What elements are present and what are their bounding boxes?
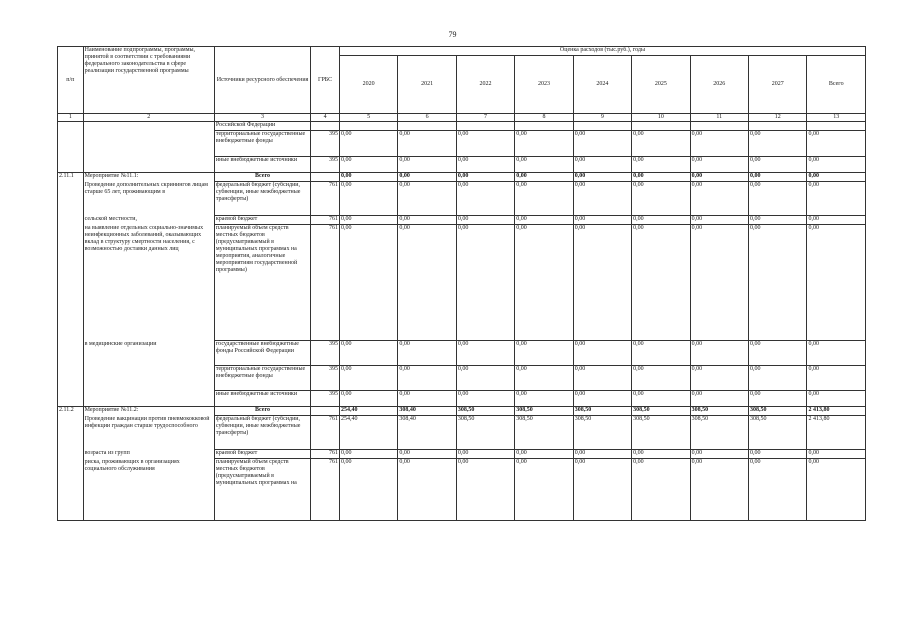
header-year: 2026 [690,56,748,114]
value-cell: 0,00 [398,341,456,366]
value-cell: 308,50 [456,416,514,450]
value-cell [339,122,397,131]
row-name [83,157,214,173]
funding-source: иные внебюджетные источники [214,391,310,407]
budget-table [57,46,866,521]
grbs-code: 761 [311,225,340,341]
grbs-code: 395 [311,341,340,366]
row-number [58,225,84,341]
value-cell: 0,00 [573,157,631,173]
table-row [58,131,866,157]
value-cell: 0,00 [690,157,748,173]
value-cell: 308,50 [456,407,514,416]
value-cell: 0,00 [339,216,397,225]
value-cell: 0,00 [339,459,397,521]
table-row [58,450,866,459]
header-year: 2023 [515,56,573,114]
value-cell: 0,00 [807,459,866,521]
grbs-code: 395 [311,366,340,391]
header-year: 2022 [456,56,514,114]
value-cell: 0,00 [749,173,807,182]
value-cell: 0,00 [749,366,807,391]
value-cell: 0,00 [515,341,573,366]
funding-source: территориальные государственные внебюджетные фонды [214,366,310,391]
value-cell: 2 413,80 [807,416,866,450]
value-cell: 0,00 [632,366,690,391]
value-cell: 0,00 [515,216,573,225]
table-row [58,225,866,341]
value-cell: 0,00 [339,173,397,182]
table-row [58,157,866,173]
value-cell: 0,00 [749,450,807,459]
header-year: 2021 [398,56,456,114]
value-cell: 0,00 [690,216,748,225]
value-cell: 0,00 [573,341,631,366]
value-cell: 0,00 [398,182,456,216]
value-cell: 0,00 [515,459,573,521]
table-row [58,182,866,216]
value-cell: 254,40 [339,416,397,450]
value-cell: 0,00 [515,182,573,216]
value-cell: 0,00 [456,173,514,182]
grbs-code: 761 [311,416,340,450]
row-name: Проведение вакцинации против пневмококковой инфекции граждан старше трудоспособного [83,416,214,450]
index-cell: 11 [690,114,748,122]
value-cell: 0,00 [339,131,397,157]
row-number: 2.11.2 [58,407,84,416]
value-cell [807,122,866,131]
value-cell: 0,00 [339,391,397,407]
value-cell: 0,00 [398,131,456,157]
value-cell [456,122,514,131]
grbs-code: 761 [311,182,340,216]
value-cell: 0,00 [749,182,807,216]
value-cell: 0,00 [807,157,866,173]
value-cell: 0,00 [398,450,456,459]
value-cell: 308,50 [690,416,748,450]
row-name: сельской местности, [83,216,214,225]
value-cell: 0,00 [456,216,514,225]
grbs-code: 761 [311,216,340,225]
value-cell: 0,00 [515,366,573,391]
value-cell: 0,00 [515,450,573,459]
value-cell: 0,00 [398,366,456,391]
value-cell: 0,00 [807,131,866,157]
value-cell: 0,00 [807,173,866,182]
value-cell: 0,00 [515,173,573,182]
value-cell: 0,00 [456,341,514,366]
row-number: 2.11.1 [58,173,84,182]
table-row [58,173,866,182]
value-cell: 0,00 [573,131,631,157]
row-name: риска, проживающих в организациях социального обслуживания [83,459,214,521]
value-cell: 0,00 [690,225,748,341]
value-cell: 0,00 [690,366,748,391]
value-cell: 0,00 [515,225,573,341]
row-name: возраста из групп [83,450,214,459]
value-cell: 0,00 [690,131,748,157]
value-cell: 0,00 [573,225,631,341]
funding-source: государственные внебюджетные фонды Российской Федерации [214,341,310,366]
index-cell: 3 [214,114,310,122]
grbs-code: 395 [311,131,340,157]
value-cell: 0,00 [749,225,807,341]
value-cell: 308,50 [632,416,690,450]
value-cell [632,122,690,131]
table-row [58,366,866,391]
funding-source: краевой бюджет [214,216,310,225]
value-cell: 0,00 [456,366,514,391]
value-cell [573,122,631,131]
value-cell: 0,00 [749,131,807,157]
value-cell: 0,00 [573,366,631,391]
header-num: п/п [58,47,84,114]
header-year: 2020 [339,56,397,114]
value-cell: 308,50 [749,416,807,450]
value-cell: 0,00 [632,391,690,407]
value-cell: 308,50 [632,407,690,416]
row-number [58,391,84,407]
value-cell: 0,00 [690,182,748,216]
value-cell: 0,00 [456,157,514,173]
index-cell: 4 [311,114,340,122]
grbs-code: 761 [311,450,340,459]
row-name: в медицинские организации [83,341,214,366]
value-cell: 0,00 [515,131,573,157]
value-cell: 0,00 [456,459,514,521]
header-year: Всего [807,56,866,114]
header-year: 2024 [573,56,631,114]
index-cell: 13 [807,114,866,122]
value-cell: 0,00 [632,341,690,366]
table-row [58,416,866,450]
value-cell: 308,50 [573,416,631,450]
value-cell: 0,00 [807,225,866,341]
value-cell: 0,00 [339,366,397,391]
value-cell: 0,00 [515,157,573,173]
value-cell: 0,00 [632,131,690,157]
row-name [83,122,214,131]
value-cell: 0,00 [456,131,514,157]
funding-source: Всего [214,407,310,416]
row-number [58,459,84,521]
value-cell: 0,00 [749,157,807,173]
index-cell: 8 [515,114,573,122]
value-cell: 0,00 [632,216,690,225]
value-cell: 0,00 [749,216,807,225]
value-cell: 0,00 [690,450,748,459]
header-grbs: ГРБС [311,47,340,114]
value-cell: 0,00 [807,391,866,407]
grbs-code [311,407,340,416]
funding-source: федеральный бюджет (субсидии, субвенции, иные межбюджетные трансферты) [214,182,310,216]
value-cell: 0,00 [339,450,397,459]
table-row [58,407,866,416]
index-cell: 5 [339,114,397,122]
row-number [58,216,84,225]
header-source: Источники ресурсного обеспечения [214,47,310,114]
header-name: Наименование подпрограммы, программы, принятой в соответствии с требованиями федерального законодательства в сфере реализации государственной программы [83,47,214,114]
value-cell: 0,00 [339,182,397,216]
value-cell: 0,00 [690,341,748,366]
value-cell: 0,00 [632,173,690,182]
value-cell: 0,00 [632,450,690,459]
value-cell: 308,50 [749,407,807,416]
row-name [83,366,214,391]
value-cell: 254,40 [339,407,397,416]
value-cell: 2 413,80 [807,407,866,416]
funding-source: федеральный бюджет (субсидии, субвенции, иные межбюджетные трансферты) [214,416,310,450]
value-cell: 308,40 [398,416,456,450]
value-cell: 0,00 [573,459,631,521]
value-cell: 0,00 [749,391,807,407]
value-cell: 0,00 [339,225,397,341]
value-cell: 0,00 [398,225,456,341]
row-name: Мероприятие №11.2: [83,407,214,416]
value-cell: 0,00 [749,341,807,366]
header-year: 2025 [632,56,690,114]
value-cell: 0,00 [807,341,866,366]
value-cell: 0,00 [398,173,456,182]
value-cell: 0,00 [632,225,690,341]
header-year: 2027 [749,56,807,114]
value-cell [749,122,807,131]
row-number [58,341,84,366]
index-cell: 12 [749,114,807,122]
row-number [58,157,84,173]
value-cell: 0,00 [807,182,866,216]
value-cell: 0,00 [632,157,690,173]
value-cell: 308,50 [515,416,573,450]
header-costs: Оценка расходов (тыс.руб.), годы [339,47,865,56]
value-cell: 0,00 [398,459,456,521]
value-cell [690,122,748,131]
value-cell: 0,00 [339,157,397,173]
index-cell: 2 [83,114,214,122]
value-cell: 0,00 [456,391,514,407]
value-cell: 0,00 [398,157,456,173]
row-name: Проведение дополнительных скринингов лицам старше 65 лет, проживающим в [83,182,214,216]
row-name: Мероприятие №11.1: [83,173,214,182]
value-cell: 0,00 [573,391,631,407]
value-cell [398,122,456,131]
value-cell: 308,50 [573,407,631,416]
funding-source: иные внебюджетные источники [214,157,310,173]
value-cell: 0,00 [690,173,748,182]
value-cell: 0,00 [339,341,397,366]
grbs-code: 395 [311,157,340,173]
value-cell: 0,00 [398,391,456,407]
row-number [58,182,84,216]
row-number [58,450,84,459]
row-number [58,416,84,450]
funding-source: краевой бюджет [214,450,310,459]
table-row [58,216,866,225]
value-cell: 308,40 [398,407,456,416]
funding-source: Всего [214,173,310,182]
table-row [58,391,866,407]
row-number [58,131,84,157]
funding-source: планируемый объем средств местных бюджетов (предусматриваемый в муниципальных программах на мероприятия, аналогичные мероприятиям государственной программы) [214,225,310,341]
value-cell: 0,00 [573,173,631,182]
table-row [58,341,866,366]
value-cell: 0,00 [807,216,866,225]
funding-source: планируемый объем средств местных бюджетов (предусматриваемый в муниципальных программах на [214,459,310,521]
funding-source: территориальные государственные внебюджетные фонды [214,131,310,157]
value-cell: 0,00 [573,450,631,459]
grbs-code [311,122,340,131]
grbs-code [311,173,340,182]
value-cell: 0,00 [456,182,514,216]
value-cell: 0,00 [456,225,514,341]
row-number [58,366,84,391]
value-cell [515,122,573,131]
grbs-code: 395 [311,391,340,407]
table-row [58,459,866,521]
table-row [58,122,866,131]
index-cell: 1 [58,114,84,122]
value-cell: 0,00 [573,216,631,225]
value-cell: 0,00 [749,459,807,521]
index-cell: 9 [573,114,631,122]
row-name [83,391,214,407]
funding-source: Российской Федерации [214,122,310,131]
value-cell: 0,00 [632,182,690,216]
value-cell: 0,00 [807,450,866,459]
index-cell: 6 [398,114,456,122]
value-cell: 0,00 [573,182,631,216]
index-row [58,114,866,122]
index-cell: 10 [632,114,690,122]
row-number [58,122,84,131]
value-cell: 0,00 [515,391,573,407]
value-cell: 0,00 [398,216,456,225]
page-number: 79 [448,30,457,39]
value-cell: 0,00 [690,459,748,521]
value-cell: 0,00 [690,391,748,407]
row-name [83,131,214,157]
value-cell: 0,00 [456,450,514,459]
value-cell: 0,00 [807,366,866,391]
grbs-code: 761 [311,459,340,521]
row-name: на выявление отдельных социально-значимых неинфекционных заболеваний, оказывающих вклад в структуру смертности населения, с возможностью доставки данных лиц [83,225,214,341]
index-cell: 7 [456,114,514,122]
value-cell: 308,50 [515,407,573,416]
value-cell: 308,50 [690,407,748,416]
value-cell: 0,00 [632,459,690,521]
